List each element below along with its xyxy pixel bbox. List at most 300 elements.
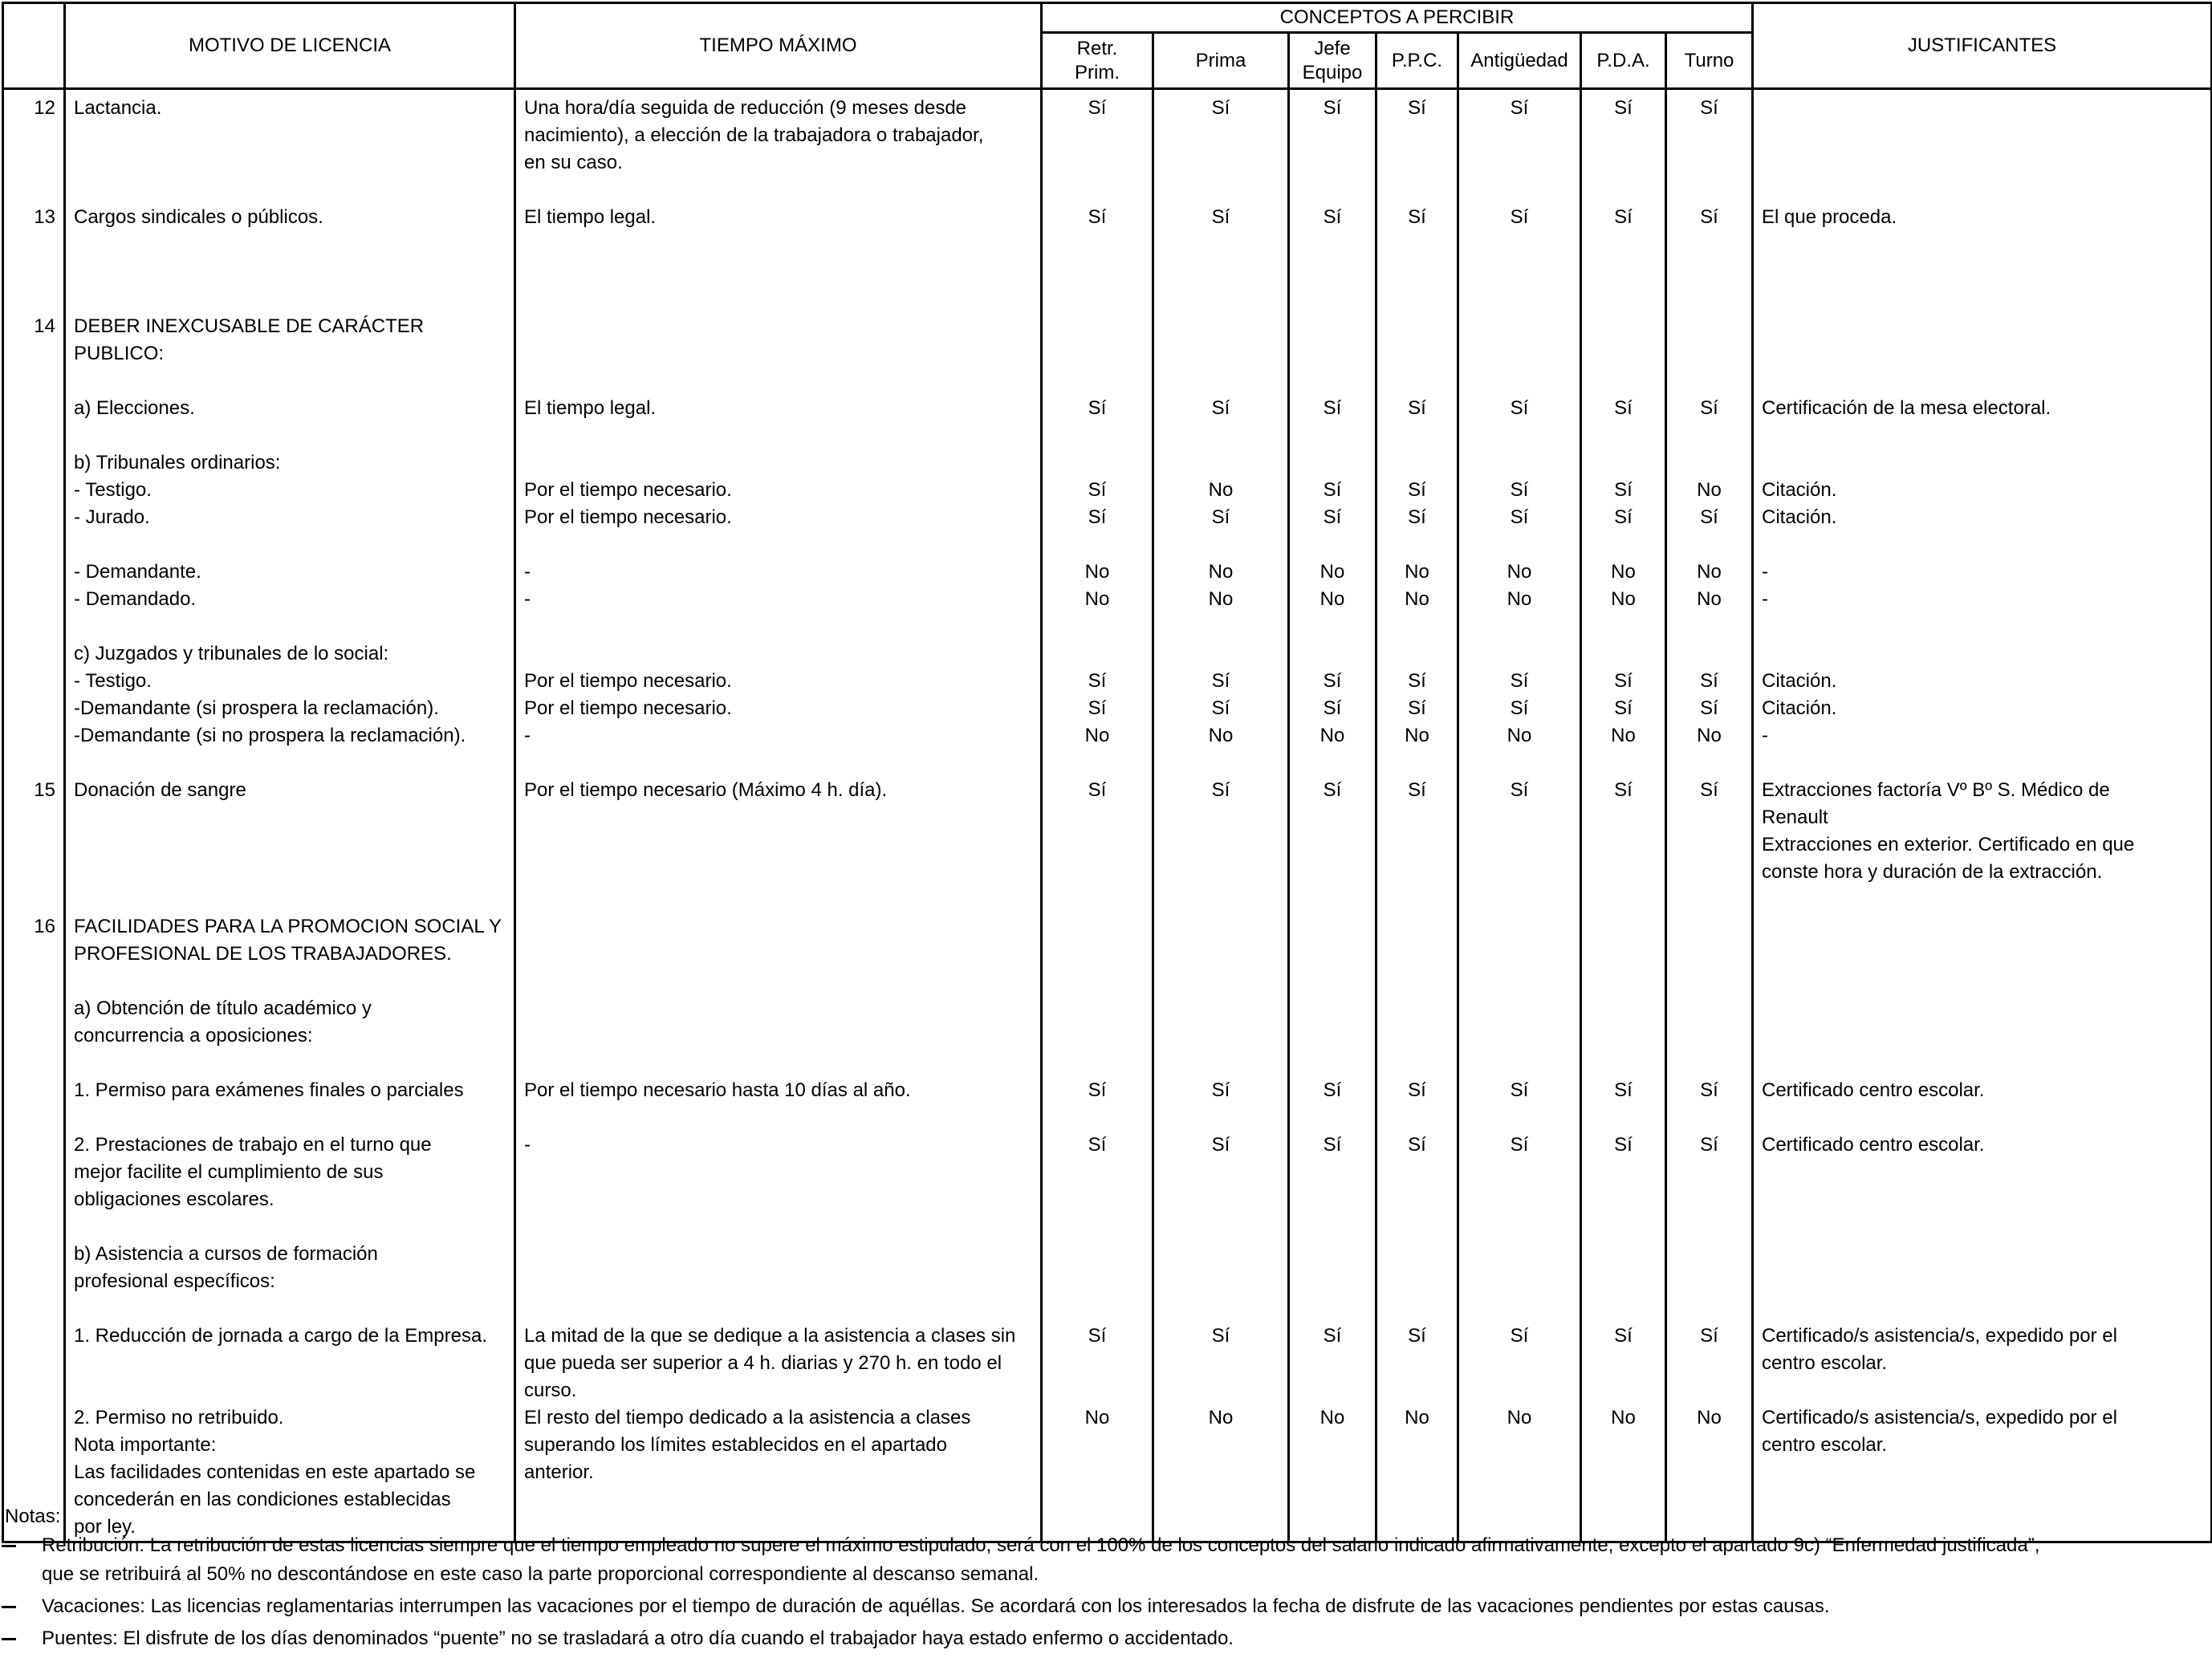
tiempo-cell bbox=[515, 640, 1042, 668]
tiempo-cell: - bbox=[515, 1132, 1042, 1213]
concepto-cell bbox=[1376, 750, 1458, 777]
concepto-cell bbox=[1153, 613, 1289, 640]
concepto-cell: No bbox=[1581, 1404, 1666, 1542]
concepto-cell: No bbox=[1042, 1404, 1153, 1542]
concepto-cell bbox=[1153, 886, 1289, 913]
concepto-cell bbox=[1666, 531, 1753, 559]
concepto-cell bbox=[1042, 913, 1153, 968]
concepto-cell bbox=[1289, 1104, 1376, 1132]
concepto-cell bbox=[1289, 1241, 1376, 1295]
concepto-cell bbox=[1581, 286, 1666, 313]
concepto-cell bbox=[1042, 177, 1153, 204]
concepto-cell: Sí bbox=[1153, 504, 1289, 531]
concepto-cell: No bbox=[1458, 559, 1581, 586]
concepto-cell: Sí bbox=[1581, 504, 1666, 531]
concepto-cell: Sí bbox=[1042, 477, 1153, 504]
concepto-cell bbox=[1666, 368, 1753, 395]
concepto-cell: Sí bbox=[1153, 1132, 1289, 1213]
table-row bbox=[3, 422, 2212, 449]
concepto-cell: Sí bbox=[1289, 777, 1376, 886]
table-row bbox=[3, 313, 2212, 368]
concepto-cell bbox=[1666, 913, 1753, 968]
concepto-cell: Sí bbox=[1042, 89, 1153, 177]
concepto-cell bbox=[1666, 995, 1753, 1050]
concepto-cell bbox=[1289, 1295, 1376, 1323]
justificante-cell bbox=[1753, 449, 2212, 477]
concepto-cell: Sí bbox=[1458, 695, 1581, 722]
concepto-cell bbox=[1289, 913, 1376, 968]
concepto-cell bbox=[1376, 640, 1458, 668]
concepto-cell bbox=[1581, 422, 1666, 449]
row-number bbox=[3, 231, 65, 258]
motivo-cell bbox=[65, 368, 515, 395]
concepto-cell bbox=[1153, 531, 1289, 559]
concepto-cell: Sí bbox=[1376, 1323, 1458, 1404]
concepto-cell bbox=[1666, 449, 1753, 477]
table-row bbox=[3, 1295, 2212, 1323]
table-row bbox=[3, 586, 2212, 613]
concepto-cell: No bbox=[1458, 1404, 1581, 1542]
concepto-cell bbox=[1042, 750, 1153, 777]
motivo-cell bbox=[65, 286, 515, 313]
tiempo-cell bbox=[515, 286, 1042, 313]
justificante-cell bbox=[1753, 750, 2212, 777]
concepto-cell bbox=[1042, 531, 1153, 559]
header-motivo: MOTIVO DE LICENCIA bbox=[65, 3, 515, 89]
concepto-cell bbox=[1042, 968, 1153, 995]
concepto-cell bbox=[1153, 995, 1289, 1050]
concepto-cell: Sí bbox=[1042, 1132, 1153, 1213]
table-row bbox=[3, 177, 2212, 204]
motivo-cell bbox=[65, 968, 515, 995]
concepto-cell: Sí bbox=[1042, 395, 1153, 422]
header-row-top bbox=[3, 3, 2212, 33]
justificante-cell bbox=[1753, 613, 2212, 640]
row-number bbox=[3, 1213, 65, 1241]
tiempo-cell: - bbox=[515, 586, 1042, 613]
concepto-cell bbox=[1042, 449, 1153, 477]
concepto-cell: Sí bbox=[1581, 668, 1666, 695]
concepto-cell bbox=[1666, 1295, 1753, 1323]
concepto-cell: Sí bbox=[1458, 477, 1581, 504]
concepto-cell bbox=[1581, 750, 1666, 777]
note-item bbox=[0, 1531, 2199, 1589]
tiempo-cell: Por el tiempo necesario (Máximo 4 h. día). bbox=[515, 777, 1042, 886]
tiempo-cell: Por el tiempo necesario hasta 10 días al año. bbox=[515, 1077, 1042, 1104]
concepto-cell bbox=[1666, 286, 1753, 313]
concepto-cell bbox=[1666, 258, 1753, 286]
concepto-cell bbox=[1042, 313, 1153, 368]
tiempo-cell bbox=[515, 913, 1042, 968]
justificante-cell bbox=[1753, 968, 2212, 995]
concepto-cell bbox=[1042, 422, 1153, 449]
motivo-cell: 1. Reducción de jornada a cargo de la Empresa. bbox=[65, 1323, 515, 1404]
concepto-cell bbox=[1376, 258, 1458, 286]
motivo-cell: 2. Prestaciones de trabajo en el turno que mejor facilite el cumplimiento de sus obligaciones escolares. bbox=[65, 1132, 515, 1213]
justificante-cell: - bbox=[1753, 559, 2212, 586]
concepto-cell bbox=[1458, 231, 1581, 258]
justificante-cell: Citación. bbox=[1753, 477, 2212, 504]
concepto-cell bbox=[1666, 1213, 1753, 1241]
tiempo-cell bbox=[515, 995, 1042, 1050]
justificante-cell bbox=[1753, 1295, 2212, 1323]
concepto-cell bbox=[1666, 313, 1753, 368]
concepto-cell bbox=[1581, 1104, 1666, 1132]
concepto-cell bbox=[1376, 422, 1458, 449]
concepto-cell bbox=[1581, 313, 1666, 368]
concepto-cell bbox=[1666, 1241, 1753, 1295]
concepto-cell bbox=[1289, 449, 1376, 477]
concepto-cell bbox=[1153, 449, 1289, 477]
tiempo-cell: - bbox=[515, 559, 1042, 586]
motivo-cell: FACILIDADES PARA LA PROMOCION SOCIAL Y PROFESIONAL DE LOS TRABAJADORES. bbox=[65, 913, 515, 968]
header-concepto: P.D.A. bbox=[1581, 33, 1666, 89]
justificante-cell bbox=[1753, 177, 2212, 204]
header-concepto: Jefe Equipo bbox=[1289, 33, 1376, 89]
concepto-cell bbox=[1289, 368, 1376, 395]
concepto-cell: No bbox=[1153, 559, 1289, 586]
note-text: Vacaciones: Las licencias reglamentarias interrumpen las vacaciones por el tiempo de duración de aquéllas. Se acordará con los interesados la fecha de disfrute de las vacaciones pendientes por estas causas. bbox=[42, 1595, 1830, 1617]
motivo-cell: -Demandante (si no prospera la reclamación). bbox=[65, 722, 515, 750]
concepto-cell: No bbox=[1289, 559, 1376, 586]
concepto-cell bbox=[1376, 231, 1458, 258]
row-number bbox=[3, 449, 65, 477]
motivo-cell bbox=[65, 1104, 515, 1132]
concepto-cell: Sí bbox=[1458, 1323, 1581, 1404]
row-number: 14 bbox=[3, 313, 65, 368]
concepto-cell: No bbox=[1042, 559, 1153, 586]
concepto-cell: Sí bbox=[1153, 777, 1289, 886]
concepto-cell: Sí bbox=[1376, 668, 1458, 695]
row-number bbox=[3, 668, 65, 695]
justificante-cell: - bbox=[1753, 586, 2212, 613]
concepto-cell bbox=[1289, 1213, 1376, 1241]
motivo-cell: a) Obtención de título académico y concurrencia a oposiciones: bbox=[65, 995, 515, 1050]
table-row bbox=[3, 1077, 2212, 1104]
concepto-cell: Sí bbox=[1153, 89, 1289, 177]
concepto-cell bbox=[1376, 449, 1458, 477]
concepto-cell bbox=[1666, 613, 1753, 640]
row-number bbox=[3, 1241, 65, 1295]
concepto-cell bbox=[1289, 258, 1376, 286]
concepto-cell: Sí bbox=[1666, 777, 1753, 886]
justificante-cell bbox=[1753, 1241, 2212, 1295]
concepto-cell bbox=[1666, 640, 1753, 668]
row-number bbox=[3, 286, 65, 313]
table-row bbox=[3, 368, 2212, 395]
header-concepto: Antigüedad bbox=[1458, 33, 1581, 89]
concepto-cell: Sí bbox=[1289, 1323, 1376, 1404]
table-row bbox=[3, 777, 2212, 886]
concepto-cell: Sí bbox=[1153, 695, 1289, 722]
concepto-cell bbox=[1042, 1241, 1153, 1295]
tiempo-cell bbox=[515, 613, 1042, 640]
header-num bbox=[3, 3, 65, 89]
concepto-cell: Sí bbox=[1153, 204, 1289, 231]
row-number bbox=[3, 613, 65, 640]
concepto-cell bbox=[1153, 286, 1289, 313]
concepto-cell: Sí bbox=[1581, 1132, 1666, 1213]
tiempo-cell bbox=[515, 449, 1042, 477]
row-number bbox=[3, 1132, 65, 1213]
row-number bbox=[3, 995, 65, 1050]
table-row bbox=[3, 531, 2212, 559]
tiempo-cell: Por el tiempo necesario. bbox=[515, 668, 1042, 695]
motivo-cell: - Demandado. bbox=[65, 586, 515, 613]
tiempo-cell: Por el tiempo necesario. bbox=[515, 477, 1042, 504]
concepto-cell: No bbox=[1458, 586, 1581, 613]
row-number bbox=[3, 722, 65, 750]
concepto-cell bbox=[1458, 368, 1581, 395]
concepto-cell bbox=[1289, 968, 1376, 995]
motivo-cell: - Testigo. bbox=[65, 477, 515, 504]
concepto-cell bbox=[1153, 1050, 1289, 1077]
concepto-cell: Sí bbox=[1042, 668, 1153, 695]
concepto-cell bbox=[1458, 258, 1581, 286]
justificante-cell bbox=[1753, 258, 2212, 286]
concepto-cell bbox=[1581, 968, 1666, 995]
concepto-cell: Sí bbox=[1458, 668, 1581, 695]
concepto-cell: Sí bbox=[1376, 477, 1458, 504]
table-row bbox=[3, 449, 2212, 477]
concepto-cell bbox=[1581, 368, 1666, 395]
concepto-cell bbox=[1376, 1050, 1458, 1077]
tiempo-cell bbox=[515, 968, 1042, 995]
concepto-cell bbox=[1042, 995, 1153, 1050]
tiempo-cell bbox=[515, 1104, 1042, 1132]
concepto-cell bbox=[1153, 1104, 1289, 1132]
concepto-cell: Sí bbox=[1581, 777, 1666, 886]
concepto-cell: Sí bbox=[1376, 204, 1458, 231]
notes-title: Notas: bbox=[5, 1506, 61, 1527]
concepto-cell: No bbox=[1666, 586, 1753, 613]
table-row bbox=[3, 395, 2212, 422]
concepto-cell bbox=[1376, 177, 1458, 204]
motivo-cell: c) Juzgados y tribunales de lo social: bbox=[65, 640, 515, 668]
tiempo-cell bbox=[515, 313, 1042, 368]
table-row bbox=[3, 695, 2212, 722]
concepto-cell: No bbox=[1666, 477, 1753, 504]
row-number bbox=[3, 640, 65, 668]
tiempo-cell bbox=[515, 1050, 1042, 1077]
concepto-cell bbox=[1666, 422, 1753, 449]
justificante-cell: Certificado centro escolar. bbox=[1753, 1132, 2212, 1213]
concepto-cell bbox=[1666, 968, 1753, 995]
row-number bbox=[3, 695, 65, 722]
concepto-cell: Sí bbox=[1289, 1077, 1376, 1104]
header-justificantes: JUSTIFICANTES bbox=[1753, 3, 2212, 89]
concepto-cell: Sí bbox=[1376, 89, 1458, 177]
concepto-cell: Sí bbox=[1666, 204, 1753, 231]
note-item bbox=[0, 1624, 2199, 1653]
concepto-cell: Sí bbox=[1458, 1077, 1581, 1104]
concepto-cell bbox=[1376, 995, 1458, 1050]
tiempo-cell: - bbox=[515, 722, 1042, 750]
tiempo-cell: Una hora/día seguida de reducción (9 meses desde nacimiento), a elección de la trabajadora o trabajador, en su caso. bbox=[515, 89, 1042, 177]
concepto-cell bbox=[1042, 1104, 1153, 1132]
concepto-cell: Sí bbox=[1666, 695, 1753, 722]
table-row bbox=[3, 1241, 2212, 1295]
concepto-cell bbox=[1289, 231, 1376, 258]
concepto-cell: Sí bbox=[1289, 504, 1376, 531]
concepto-cell: Sí bbox=[1581, 395, 1666, 422]
motivo-cell: - Jurado. bbox=[65, 504, 515, 531]
concepto-cell bbox=[1289, 177, 1376, 204]
table-row bbox=[3, 258, 2212, 286]
justificante-cell: Certificado/s asistencia/s, expedido por el centro escolar. bbox=[1753, 1404, 2212, 1542]
concepto-cell bbox=[1153, 422, 1289, 449]
row-number bbox=[3, 422, 65, 449]
concepto-cell bbox=[1153, 1213, 1289, 1241]
concepto-cell bbox=[1289, 886, 1376, 913]
concepto-cell: Sí bbox=[1376, 1132, 1458, 1213]
concepto-cell: Sí bbox=[1666, 89, 1753, 177]
concepto-cell bbox=[1458, 313, 1581, 368]
concepto-cell bbox=[1153, 258, 1289, 286]
row-number bbox=[3, 1050, 65, 1077]
concepto-cell bbox=[1581, 531, 1666, 559]
concepto-cell: No bbox=[1153, 722, 1289, 750]
concepto-cell: Sí bbox=[1289, 204, 1376, 231]
row-number bbox=[3, 395, 65, 422]
motivo-cell bbox=[65, 1213, 515, 1241]
concepto-cell: Sí bbox=[1458, 504, 1581, 531]
concepto-cell bbox=[1289, 640, 1376, 668]
concepto-cell: Sí bbox=[1458, 204, 1581, 231]
justificante-cell bbox=[1753, 231, 2212, 258]
table-row bbox=[3, 477, 2212, 504]
tiempo-cell: El tiempo legal. bbox=[515, 204, 1042, 231]
concepto-cell: Sí bbox=[1153, 1077, 1289, 1104]
concepto-cell bbox=[1153, 640, 1289, 668]
concepto-cell bbox=[1042, 613, 1153, 640]
header-conceptos: CONCEPTOS A PERCIBIR bbox=[1042, 3, 1753, 33]
justificante-cell bbox=[1753, 422, 2212, 449]
header-tiempo: TIEMPO MÁXIMO bbox=[515, 3, 1042, 89]
concepto-cell bbox=[1581, 913, 1666, 968]
motivo-cell bbox=[65, 1050, 515, 1077]
concepto-cell bbox=[1581, 449, 1666, 477]
concepto-cell bbox=[1289, 531, 1376, 559]
concepto-cell bbox=[1153, 177, 1289, 204]
tiempo-cell bbox=[515, 531, 1042, 559]
notes-section bbox=[0, 1502, 2199, 1653]
justificante-cell bbox=[1753, 286, 2212, 313]
justificante-cell bbox=[1753, 886, 2212, 913]
concepto-cell: No bbox=[1581, 559, 1666, 586]
motivo-cell: a) Elecciones. bbox=[65, 395, 515, 422]
concepto-cell bbox=[1376, 1213, 1458, 1241]
row-number bbox=[3, 1104, 65, 1132]
row-number bbox=[3, 504, 65, 531]
justificante-cell bbox=[1753, 1213, 2212, 1241]
concepto-cell: Sí bbox=[1289, 1132, 1376, 1213]
tiempo-cell bbox=[515, 1295, 1042, 1323]
row-number: 15 bbox=[3, 777, 65, 886]
table-row bbox=[3, 668, 2212, 695]
concepto-cell bbox=[1458, 913, 1581, 968]
concepto-cell bbox=[1376, 613, 1458, 640]
concepto-cell bbox=[1458, 995, 1581, 1050]
concepto-cell bbox=[1042, 1295, 1153, 1323]
motivo-cell: Lactancia. bbox=[65, 89, 515, 177]
table-row bbox=[3, 504, 2212, 531]
concepto-cell bbox=[1666, 177, 1753, 204]
concepto-cell bbox=[1042, 1213, 1153, 1241]
concepto-cell: No bbox=[1581, 586, 1666, 613]
motivo-cell: 1. Permiso para exámenes finales o parciales bbox=[65, 1077, 515, 1104]
concepto-cell bbox=[1376, 886, 1458, 913]
table-row bbox=[3, 968, 2212, 995]
table-row bbox=[3, 286, 2212, 313]
concepto-cell bbox=[1458, 1104, 1581, 1132]
concepto-cell bbox=[1289, 422, 1376, 449]
justificante-cell bbox=[1753, 995, 2212, 1050]
concepto-cell bbox=[1042, 231, 1153, 258]
concepto-cell: No bbox=[1289, 1404, 1376, 1542]
justificante-cell bbox=[1753, 913, 2212, 968]
table-row bbox=[3, 995, 2212, 1050]
concepto-cell: Sí bbox=[1666, 668, 1753, 695]
tiempo-cell bbox=[515, 886, 1042, 913]
motivo-cell bbox=[65, 1295, 515, 1323]
concepto-cell bbox=[1376, 913, 1458, 968]
row-number bbox=[3, 586, 65, 613]
motivo-cell bbox=[65, 750, 515, 777]
header-concepto: P.P.C. bbox=[1376, 33, 1458, 89]
concepto-cell bbox=[1042, 286, 1153, 313]
concepto-cell: Sí bbox=[1376, 777, 1458, 886]
header-concepto: Prima bbox=[1153, 33, 1289, 89]
tiempo-cell: Por el tiempo necesario. bbox=[515, 504, 1042, 531]
table-row bbox=[3, 913, 2212, 968]
tiempo-cell bbox=[515, 422, 1042, 449]
concepto-cell: Sí bbox=[1376, 395, 1458, 422]
concepto-cell: Sí bbox=[1289, 695, 1376, 722]
row-number bbox=[3, 1077, 65, 1104]
motivo-cell bbox=[65, 886, 515, 913]
concepto-cell: Sí bbox=[1376, 504, 1458, 531]
concepto-cell bbox=[1458, 449, 1581, 477]
tiempo-cell: La mitad de la que se dedique a la asistencia a clases sin que pueda ser superior a 4 h. diarias y 270 h. en todo el curso. bbox=[515, 1323, 1042, 1404]
concepto-cell: Sí bbox=[1376, 695, 1458, 722]
concepto-cell: Sí bbox=[1666, 1077, 1753, 1104]
table-row bbox=[3, 89, 2212, 177]
concepto-cell: Sí bbox=[1042, 1077, 1153, 1104]
justificante-cell: Certificado centro escolar. bbox=[1753, 1077, 2212, 1104]
concepto-cell: Sí bbox=[1458, 1132, 1581, 1213]
concepto-cell: Sí bbox=[1458, 777, 1581, 886]
table-row bbox=[3, 886, 2212, 913]
concepto-cell bbox=[1376, 313, 1458, 368]
motivo-cell: -Demandante (si prospera la reclamación). bbox=[65, 695, 515, 722]
concepto-cell: No bbox=[1153, 586, 1289, 613]
tiempo-cell bbox=[515, 258, 1042, 286]
concepto-cell bbox=[1458, 1050, 1581, 1077]
concepto-cell bbox=[1458, 177, 1581, 204]
concepto-cell bbox=[1458, 613, 1581, 640]
concepto-cell bbox=[1042, 640, 1153, 668]
concepto-cell: No bbox=[1042, 722, 1153, 750]
concepto-cell bbox=[1289, 995, 1376, 1050]
justificante-cell: Citación. bbox=[1753, 668, 2212, 695]
concepto-cell: No bbox=[1153, 1404, 1289, 1542]
concepto-cell bbox=[1042, 886, 1153, 913]
motivo-cell: - Testigo. bbox=[65, 668, 515, 695]
motivo-cell bbox=[65, 231, 515, 258]
row-number: 16 bbox=[3, 913, 65, 968]
table-row bbox=[3, 1050, 2212, 1077]
